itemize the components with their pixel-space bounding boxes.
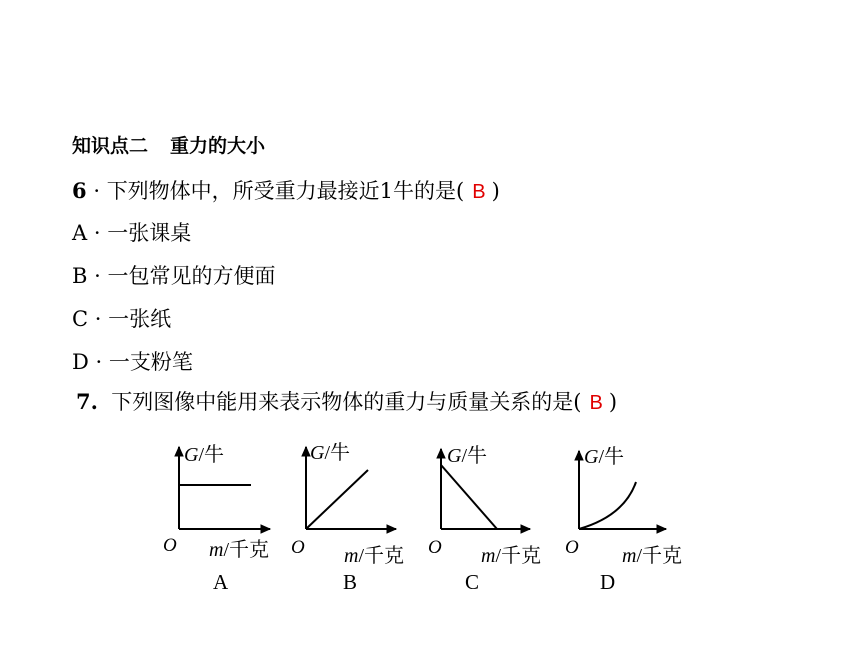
panel-letter: C [465,570,480,594]
origin-label: O [163,535,177,556]
question-number: 6 [72,178,87,203]
question-close-paren: ) [608,390,618,414]
x-axis-label: m/千克 [622,545,683,567]
graph-curve [579,482,636,529]
option-a: A · 一张课桌 [72,221,192,245]
option-d: D · 一支粉笔 [72,350,193,374]
origin-label: O [291,537,305,558]
option-letter: C [72,307,89,331]
origin-label: O [565,537,579,558]
answer-mark: B [589,392,603,414]
option-b: B · 一包常见的方便面 [72,264,276,288]
option-text: 一张纸 [108,307,172,331]
x-axis-label: m/千克 [209,539,270,561]
question-number: 7. [76,389,98,414]
panel-letter: B [343,570,358,594]
panel-letter: D [600,570,616,594]
y-axis-label: G/牛 [310,442,351,464]
panel-letter: A [213,570,229,594]
option-c: C · 一张纸 [72,307,172,331]
y-axis-label: G/牛 [184,444,225,466]
y-axis-label: G/牛 [447,445,488,467]
y-axis-label: G/牛 [584,446,625,468]
graph-panel-d [565,445,682,594]
x-axis-label: m/千克 [344,545,405,567]
graph-panel-b [291,441,404,594]
option-text: 一张课桌 [107,221,192,245]
x-axis-label: m/千克 [481,545,542,567]
section-heading-title: 重力的大小 [170,135,266,157]
option-letter: D [72,350,89,374]
question-stem-text: 下列物体中，所受重力最接近1牛的是( [106,179,465,203]
graph-panel-a [163,443,270,594]
option-letter: B [72,264,88,288]
option-letter: A [72,221,88,245]
graph-line [306,470,368,529]
option-text: 一支粉笔 [108,350,193,374]
graph-line [441,465,497,529]
option-text: 一包常见的方便面 [107,264,276,288]
question-stem-text: 下列图像中能用来表示物体的重力与质量关系的是( [111,390,582,414]
answer-mark: B [472,181,486,203]
graph-panel-c [428,444,541,594]
question-close-paren: ) [491,179,500,203]
section-heading-label: 知识点二 [72,135,149,157]
question-dot: · [93,179,100,203]
origin-label: O [428,537,442,558]
